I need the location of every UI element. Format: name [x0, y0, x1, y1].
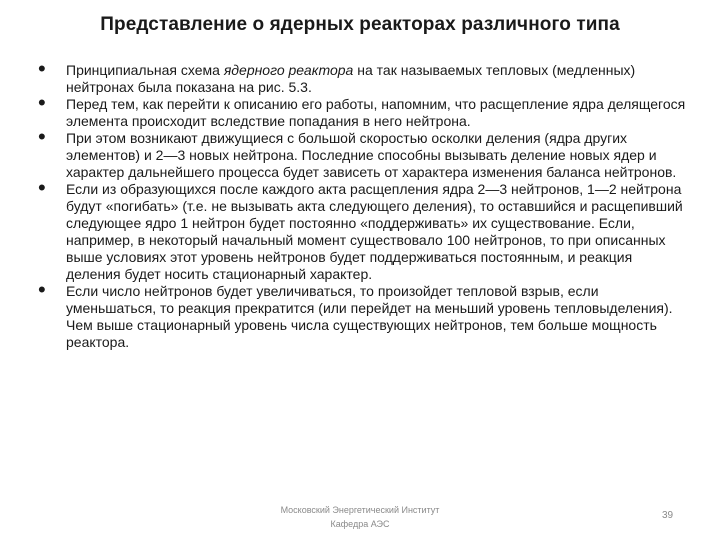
bullet-dot-icon: •	[38, 277, 46, 302]
bullet-dot-icon: •	[38, 124, 46, 149]
slide-title: Представление о ядерных реакторах различного типа	[100, 14, 620, 35]
bullet-text: При этом возникают движущиеся с большой скоростью осколки деления (ядра других элементов) и 2—3 новых нейтрона. Последние способны вызывать деление новых ядер и характер дальнейшего процесса будет зависеть от характера изменения баланса нейтронов.	[66, 130, 677, 180]
bullet-item-5	[38, 277, 688, 351]
page-number: 39	[662, 510, 674, 521]
bullet-text-start: Принципиальная схема	[66, 62, 224, 78]
bullet-text: Если число нейтронов будет увеличиваться, то произойдет тепловой взрыв, если уменьшаться, то реакция прекратится (или перейдет на меньший уровень тепловыделения). Чем выше стационарный уровень числа существующих нейтронов, тем больше мощность реактора.	[66, 283, 673, 350]
footer-organization	[230, 503, 490, 531]
footer-org-line1: Московский Энергетический Институт	[280, 505, 440, 515]
bullet-item-1	[38, 56, 688, 96]
bullet-dot-icon: •	[38, 56, 46, 81]
bullet-dot-icon: •	[38, 90, 46, 115]
italic-term: ядерного реактора	[223, 62, 354, 78]
bullet-item-2	[38, 90, 688, 130]
bullet-text: Если из образующихся после каждого акта расщепления ядра 2—3 нейтронов, 1—2 нейтрона будут «погибать» (т.е. не вызывать акта следующего деления), то оставшийся и расщепивший следующее ядро 1 нейтрон будет постоянно «поддерживать» их существование. Если, например, в некоторый начальный момент существовало 100 нейтронов, то при описанных выше условиях этот уровень нейтронов будет поддерживаться постоянным, и реакция деления будет носить стационарный характер.	[66, 181, 683, 282]
footer-org-line2: Кафедра АЭС	[330, 519, 390, 529]
bullet-item-3	[38, 124, 688, 181]
bullet-text: Перед тем, как перейти к описанию его работы, напомним, что расщепление ядра делящегося элемента происходит вследствие попадания в него нейтрона.	[66, 96, 686, 129]
bullet-item-4	[38, 175, 688, 283]
bullet-dot-icon: •	[38, 175, 46, 200]
bullet-text	[66, 62, 688, 96]
bullet-text-end: на так называемых тепловых (медленных) нейтронах была показана на рис. 5.3.	[66, 62, 636, 95]
bullet-list	[38, 56, 688, 351]
